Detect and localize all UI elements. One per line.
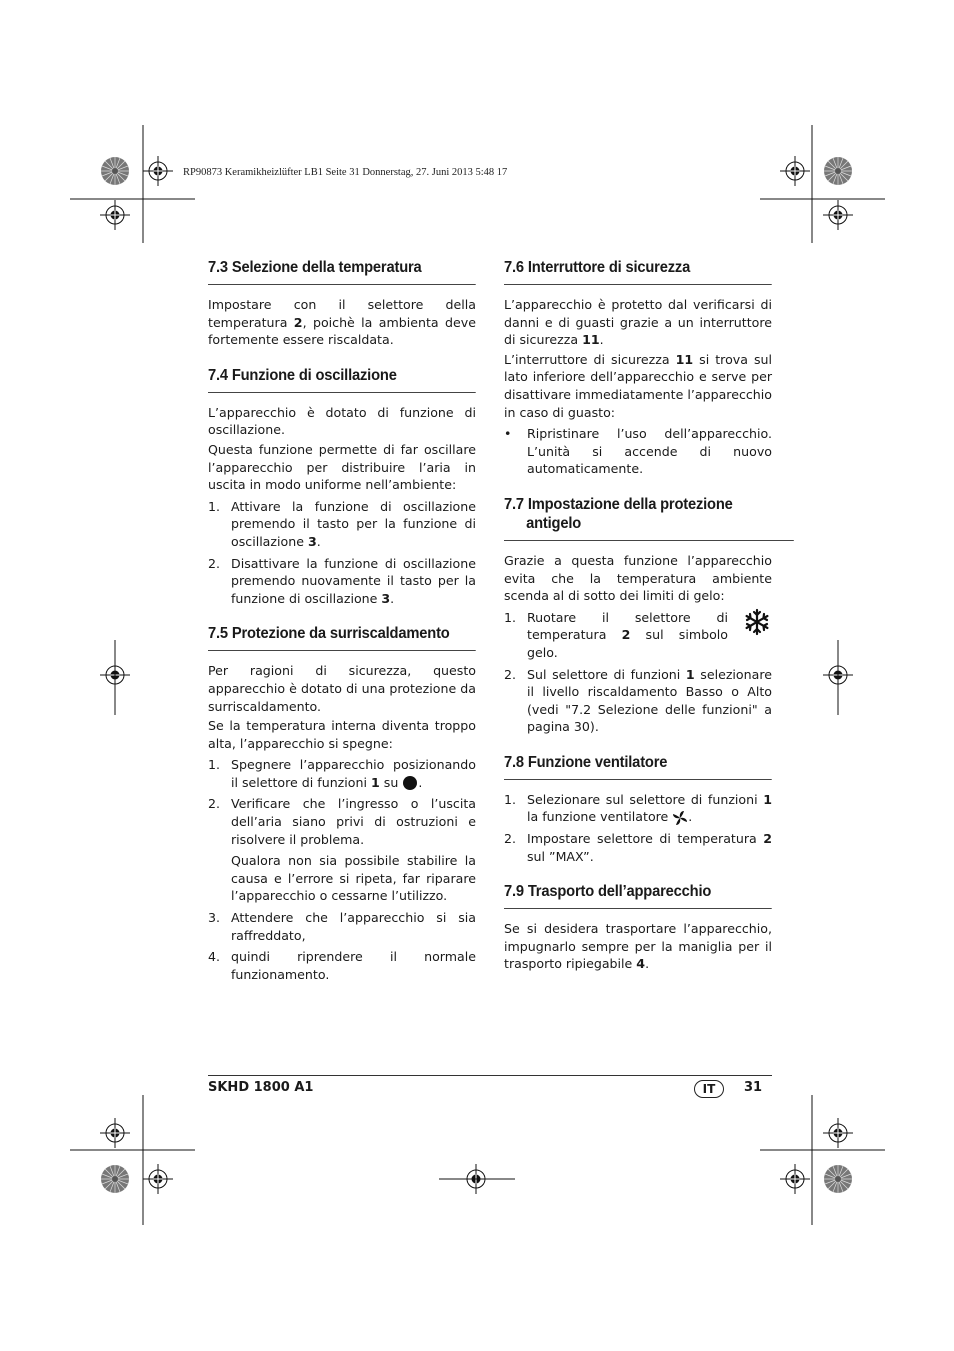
section-title: 7.8 Funzione ventilatore [504,753,772,780]
color-wheel-icon [101,1165,129,1193]
section-title: 7.9 Trasporto dell’apparecchio [504,882,772,909]
list-item: 2. Disattivare la funzione di oscillazione premendo nuovamente il tasto per la funzione di oscillazione 3. [208,555,476,606]
list-item: 1. Selezionare sul selettore di funzioni 1 la funzione ventilatore . [504,791,772,825]
registration-mark-icon [780,1164,810,1194]
section-title: 7.7 Impostazione della protezione antigelo [504,495,794,541]
section-7-3 [208,258,476,349]
section-title: 7.5 Protezione da surriscaldamento [208,624,476,651]
left-column [208,258,476,1000]
steps-list [504,609,772,736]
paragraph: L’apparecchio è dotato di funzione di oscillazione. [208,404,476,438]
print-header: RP90873 Keramikheizlüfter LB1 Seite 31 Donnerstag, 27. Juni 2013 5:48 17 [183,167,508,178]
section-title: 7.4 Funzione di oscillazione [208,366,476,393]
list-item: 2. Impostare selettore di temperatura 2 sul ”MAX”. [504,831,772,864]
section-7-7 [504,495,772,736]
paragraph: Per ragioni di sicurezza, questo apparecchio è dotato di una protezione da surriscaldamento. [208,663,476,714]
color-wheel-icon [824,1165,852,1193]
section-7-8 [504,753,772,865]
registration-mark-icon [100,200,130,230]
list-item: 1. Spegnere l’apparecchio posizionando il selettore di funzioni 1 su . [208,757,476,790]
paragraph: Questa funzione permette di far oscillare l’apparecchio per distribuire l’aria in uscita in modo uniforme nell’ambiente: [208,441,476,493]
color-wheel-icon [101,157,129,185]
section-7-5 [208,624,476,983]
list-item: 3. Attendere che l’apparecchio si sia raffreddato, [208,910,476,943]
right-column [504,258,772,990]
off-dot-icon [402,775,418,791]
paragraph: Se si desidera trasportare l’apparecchio, impugnarlo sempre per la maniglia per il trasporto ripiegabile 4. [504,921,772,972]
paragraph: L’interruttore di sicurezza 11 si trova sul lato inferiore dell’apparecchio e serve per disattivare immediatamente l’apparecchio in caso di guasto: [504,351,773,420]
registration-mark-icon [780,156,810,186]
paragraph: Impostare con il selettore della temperatura 2, poichè la ambienta deve fortemente essere riscaldata. [208,297,476,348]
footer-rule [208,1075,772,1076]
steps-list [208,756,476,983]
color-wheel-icon [824,157,852,185]
section-7-6 [504,258,772,478]
registration-mark-icon [823,1118,853,1148]
list-item: 2. Verificare che l’ingresso o l’uscita dell’aria siano privi di ostruzioni e risolvere il problema. Qualora non sia possibile stabilire la causa e l’errore si ripeta, far riparare l’apparecchio o cessarne l’utilizzo. [208,796,476,904]
list-item: 1. Ruotare il selettore di temperatura 2 sul simbolo gelo. [504,609,772,662]
paragraph: L’apparecchio è protetto dal verificarsi di danni e di guasti grazie a un interruttore di sicurezza 11. [504,297,772,348]
registration-mark-icon [100,1118,130,1148]
section-title: 7.3 Selezione della temperatura [208,258,476,285]
paragraph: Se la temperatura interna diventa troppo alta, l’apparecchio si spegne: [208,718,476,751]
language-badge: IT [694,1080,724,1098]
registration-mark-icon [143,156,173,186]
paragraph: Grazie a questa funzione l’apparecchio evita che la temperatura ambiente scenda al di sotto dei limiti di gelo: [504,552,772,604]
list-item: 4. quindi riprendere il normale funzionamento. [208,949,476,982]
snowflake-icon [742,607,772,637]
section-7-4 [208,366,476,608]
steps-list [208,498,476,608]
model-number: SKHD 1800 A1 [208,1080,314,1095]
section-title: 7.6 Interruttore di sicurezza [504,258,772,285]
bullet-list [504,425,772,478]
list-item: • Ripristinare l’uso dell’apparecchio. L’unità si accende di nuovo automaticamente. [504,426,772,477]
section-7-9 [504,882,772,973]
fan-icon [672,810,688,826]
registration-mark-icon [823,200,853,230]
list-item: 1. Attivare la funzione di oscillazione premendo il tasto per la funzione di oscillazione 3. [208,498,476,549]
list-item: 2. Sul selettore di funzioni 1 selezionare il livello riscaldamento Basso o Alto (vedi "7.2 Selezione delle funzioni" a pagina 30). [504,666,772,735]
page-number: 31 [744,1080,763,1095]
steps-list [504,791,772,865]
registration-mark-icon [143,1164,173,1194]
